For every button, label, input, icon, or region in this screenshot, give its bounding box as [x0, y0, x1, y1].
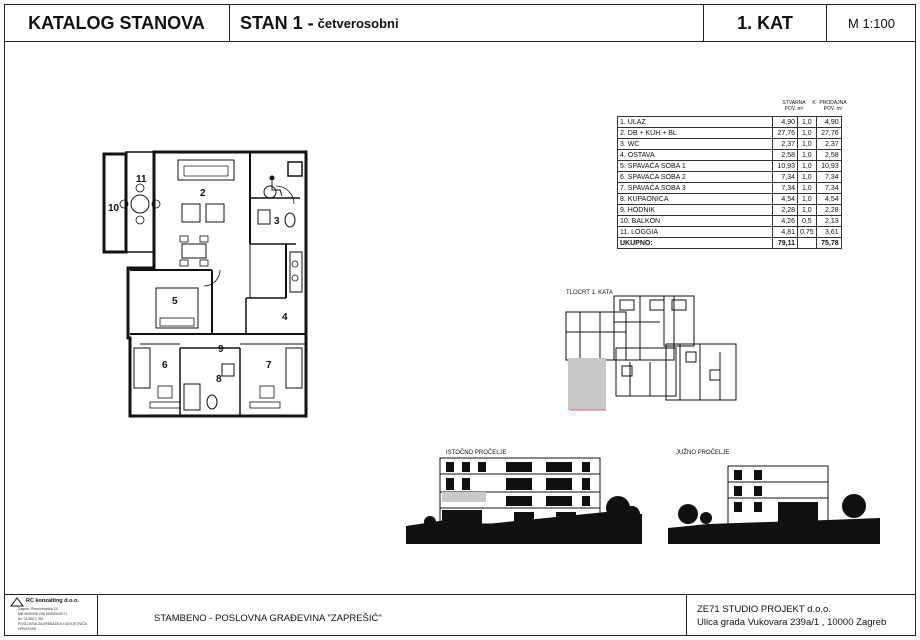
area-cell-sale: 2,37 [816, 139, 841, 150]
room-number-11: 11 [136, 174, 147, 185]
col-k-header: K [812, 100, 816, 106]
area-cell-name: 2. DB + KUH + BL [618, 128, 773, 139]
loggia-outline [126, 152, 154, 252]
area-cell-real: 4,54 [773, 194, 798, 205]
area-cell-name: 1. ULAZ [618, 117, 773, 128]
cooktop-ring [292, 261, 298, 267]
consultant-name: RC konzalting d.o.o. [26, 598, 79, 604]
unit-name: STAN 1 - [240, 12, 314, 33]
area-cell-real: 2,28 [773, 205, 798, 216]
east-elevation-drawing [406, 452, 642, 544]
chair [180, 236, 188, 242]
area-cell-sale: 7,34 [816, 183, 841, 194]
area-cell-real: 2,37 [773, 139, 798, 150]
title-block-footer [4, 594, 916, 636]
room-number-2: 2 [200, 188, 206, 199]
consultant-line: HRVATSKE [18, 627, 37, 631]
area-row [618, 183, 842, 194]
washbasin [258, 210, 270, 224]
desk [150, 402, 180, 408]
consultant-block [4, 595, 98, 636]
area-row [618, 150, 842, 161]
washbasin [222, 364, 234, 376]
area-cell-sale: 4,54 [816, 194, 841, 205]
unit-title [230, 4, 704, 42]
area-row [618, 205, 842, 216]
area-cell-sale: 27,76 [816, 128, 841, 139]
dining-table [182, 244, 206, 258]
room-number-8: 8 [216, 374, 222, 385]
area-cell-name: 9. HODNIK [618, 205, 773, 216]
wall [246, 298, 286, 334]
area-cell-sale: 7,34 [816, 172, 841, 183]
bathtub [184, 384, 200, 410]
sofa [178, 160, 234, 180]
area-row [618, 227, 842, 238]
apartment-floor-plan [100, 148, 320, 418]
area-cell-name: 11. LOGGIA [618, 227, 773, 238]
floor-label: 1. KAT [704, 4, 827, 42]
area-cell-real: 79,11 [773, 238, 798, 249]
area-cell-k: 0,5 [798, 216, 817, 227]
area-cell-sale: 2,58 [816, 150, 841, 161]
area-cell-sale: 3,61 [816, 227, 841, 238]
area-cell-real: 4,26 [773, 216, 798, 227]
studio-address: Ulica grada Vukovara 239a/1 , 10000 Zagreb [697, 617, 887, 628]
area-total-row [618, 238, 842, 249]
loggia-chair [136, 216, 144, 224]
cooktop-ring [292, 275, 298, 281]
scale-label: M 1:100 [848, 15, 895, 31]
room-number-7: 7 [266, 360, 272, 371]
single-bed [134, 348, 150, 388]
toilet [207, 395, 217, 409]
area-cell-real: 2,58 [773, 150, 798, 161]
east-elevation-label: ISTOČNO PROČELJE [446, 450, 507, 456]
double-bed [156, 288, 198, 328]
area-cell-name: 8. KUPAONICA [618, 194, 773, 205]
room-number-4: 4 [282, 312, 288, 323]
desk-chair [158, 386, 172, 398]
area-cell-k [798, 238, 817, 249]
studio-block [686, 595, 916, 636]
desk-chair [260, 386, 274, 398]
area-cell-k: 1,0 [798, 161, 817, 172]
wheelchair-icon [264, 176, 282, 198]
highlighted-unit [568, 358, 606, 410]
area-cell-name: 7. SPAVAĆA SOBA 3 [618, 183, 773, 194]
highlighted-balcony [442, 492, 486, 502]
south-elevation-drawing [668, 452, 880, 544]
area-row [618, 194, 842, 205]
area-cell-sale: 2,13 [816, 216, 841, 227]
consultant-line: tel. 01/3607-765 [18, 617, 44, 621]
loggia-chair [136, 184, 144, 192]
chair [200, 236, 208, 242]
area-cell-sale: 10,93 [816, 161, 841, 172]
area-cell-name: 3. WC [618, 139, 773, 150]
consultant-line: POSLOVNA ZAGREBAČKA I ODVJETNIČA [18, 622, 87, 626]
toilet [285, 213, 295, 227]
consultant-line: MB 0830096 OIB 85906302071 [18, 612, 68, 616]
loggia-table [131, 195, 149, 213]
area-row [618, 216, 842, 227]
area-cell-sale: 4,90 [816, 117, 841, 128]
armchair [182, 204, 200, 222]
chair [180, 260, 188, 266]
area-cell-sale: 2,28 [816, 205, 841, 216]
kitchen-counter [250, 244, 286, 298]
area-cell-real: 27,76 [773, 128, 798, 139]
col-real-header: STVARNA POV. m² [782, 100, 806, 112]
south-elevation-label: JUŽNO PROČELJE [676, 450, 730, 456]
door-swing [276, 186, 294, 204]
key-plan-label: TLOCRT 1. KATA [566, 290, 613, 296]
area-cell-name: 4. OSTAVA [618, 150, 773, 161]
col-sale-header: PRODAJNA POV. m² [819, 100, 847, 112]
pillow [160, 318, 194, 326]
area-cell-name: UKUPNO: [618, 238, 773, 249]
room-number-10: 10 [108, 203, 120, 214]
area-cell-k: 1,0 [798, 150, 817, 161]
desk [250, 402, 280, 408]
key-floor-plan [560, 292, 750, 414]
room-number-6: 6 [162, 360, 168, 371]
area-cell-k: 1,0 [798, 128, 817, 139]
area-cell-name: 6. SPAVAĆA SOBA 2 [618, 172, 773, 183]
area-cell-k: 0,75 [798, 227, 817, 238]
area-cell-sale: 75,78 [816, 238, 841, 249]
area-cell-k: 1,0 [798, 172, 817, 183]
fridge [290, 252, 302, 292]
sofa-cushion [184, 166, 228, 176]
boiler [288, 162, 302, 176]
room-number-3: 3 [274, 216, 280, 227]
area-cell-real: 4,90 [773, 117, 798, 128]
project-name: STAMBENO - POSLOVNA GRAĐEVINA "ZAPREŠIĆ" [154, 613, 382, 624]
consultant-line: Zagreb, Ravnicevaška 24 [18, 607, 58, 611]
area-row [618, 172, 842, 183]
area-cell-k: 1,0 [798, 117, 817, 128]
area-cell-k: 1,0 [798, 139, 817, 150]
area-cell-k: 1,0 [798, 205, 817, 216]
catalog-title: KATALOG STANOVA [4, 4, 230, 42]
armchair [206, 204, 224, 222]
area-row [618, 161, 842, 172]
area-cell-name: 10. BALKON [618, 216, 773, 227]
studio-name: ZE71 STUDIO PROJEKT d.o.o. [697, 604, 831, 615]
chair [200, 260, 208, 266]
room-number-9: 9 [218, 344, 224, 355]
area-cell-real: 10,93 [773, 161, 798, 172]
unit-type: četverosobni [317, 15, 399, 31]
area-row [618, 139, 842, 150]
area-cell-k: 1,0 [798, 194, 817, 205]
area-table [617, 116, 842, 249]
room-number-5: 5 [172, 296, 178, 307]
area-cell-k: 1,0 [798, 183, 817, 194]
area-cell-real: 7,34 [773, 172, 798, 183]
area-cell-real: 4,81 [773, 227, 798, 238]
area-row [618, 128, 842, 139]
area-cell-name: 5. SPAVAĆA SOBA 1 [618, 161, 773, 172]
single-bed [286, 348, 302, 388]
area-cell-real: 7,34 [773, 183, 798, 194]
area-row [618, 117, 842, 128]
company-logo-icon [10, 597, 24, 607]
title-block-header [4, 4, 916, 42]
wall [180, 348, 240, 416]
